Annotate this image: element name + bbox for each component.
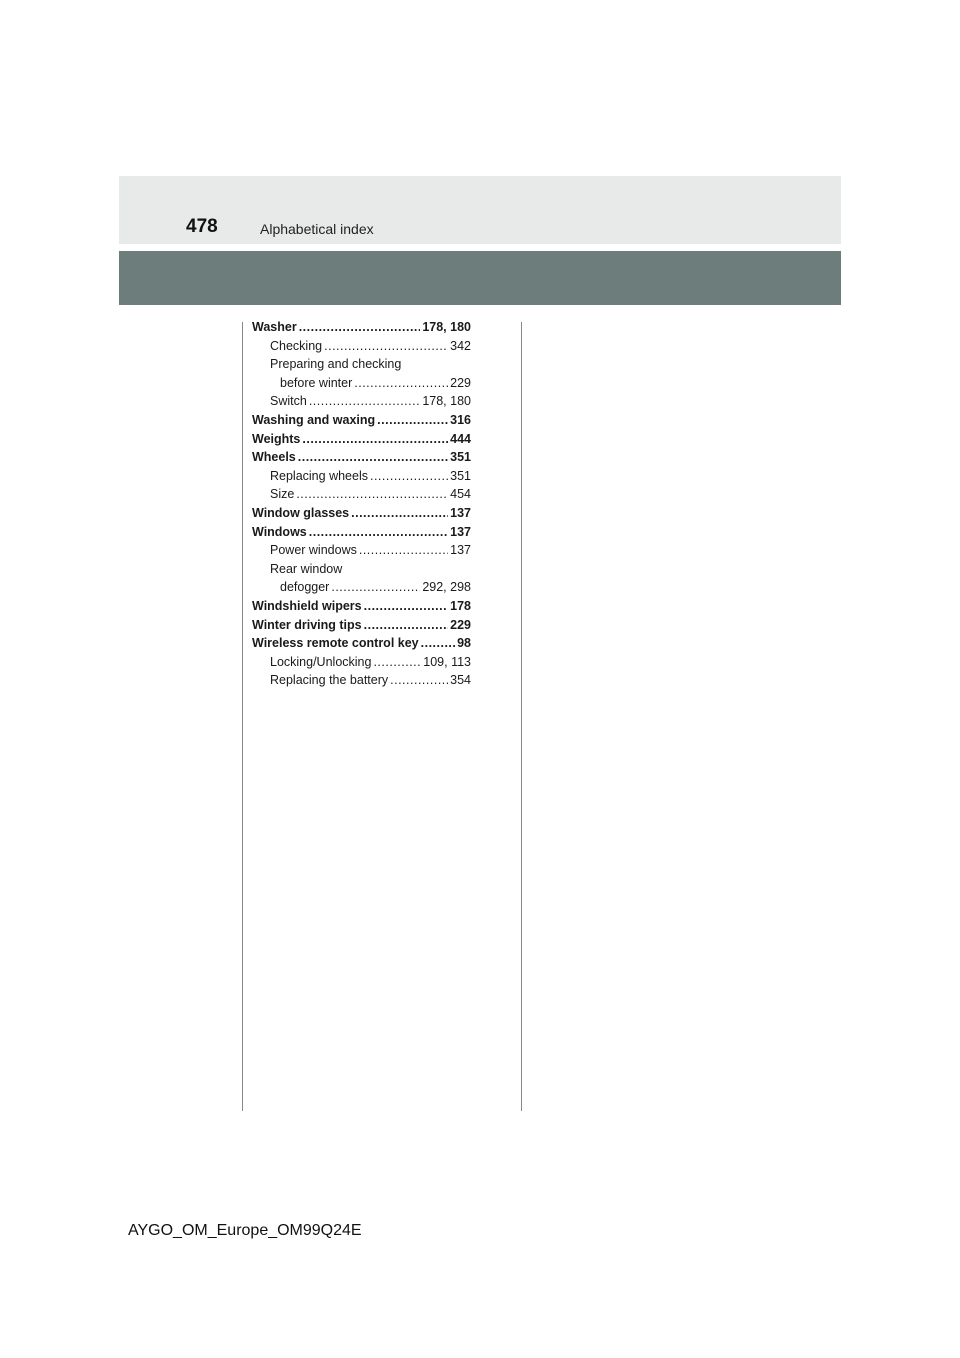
index-entry	[252, 430, 471, 449]
entry-term: Switch	[270, 394, 307, 409]
entry-pages: 98	[457, 636, 471, 651]
index-entry	[252, 448, 471, 467]
index-entry	[252, 411, 471, 430]
entry-term: Washing and waxing	[252, 412, 376, 427]
entry-pages: 444	[450, 431, 471, 446]
dot-leader	[351, 504, 448, 523]
column-divider-left	[242, 322, 243, 1111]
index-entry	[252, 634, 471, 653]
index-subentry	[252, 560, 471, 579]
dot-leader	[364, 616, 449, 635]
entry-term: Power windows	[270, 543, 357, 558]
entry-term: Window glasses	[252, 505, 350, 520]
document-code: AYGO_OM_Europe_OM99Q24E	[128, 1222, 362, 1239]
index-entry	[252, 504, 471, 523]
dot-leader	[331, 578, 420, 597]
entry-pages: 178, 180	[422, 320, 471, 334]
dot-leader	[364, 597, 449, 616]
dot-leader	[370, 467, 448, 486]
dot-leader	[390, 671, 448, 690]
index-subentry	[252, 467, 471, 486]
column-divider-right	[521, 322, 522, 1111]
dot-leader	[296, 485, 448, 504]
entry-term: Washer	[252, 320, 297, 334]
entry-pages: 454	[450, 487, 471, 502]
entry-term: Preparing and checking	[270, 357, 402, 372]
page-number: 478	[186, 216, 218, 237]
entry-term: defogger	[280, 580, 330, 595]
dot-leader	[302, 430, 448, 449]
index-subentry	[252, 355, 471, 374]
entry-term: Windows	[252, 524, 307, 539]
entry-term: Locking/Unlocking	[270, 654, 372, 669]
dot-leader	[309, 392, 421, 411]
entry-pages: 229	[450, 375, 471, 390]
entry-term: Checking	[270, 338, 323, 353]
index-subentry	[252, 653, 471, 672]
entry-term: Replacing the battery	[270, 673, 389, 688]
dot-leader	[377, 411, 448, 430]
dot-leader	[354, 374, 448, 393]
dot-leader	[359, 541, 448, 560]
entry-term: Size	[270, 487, 295, 502]
entry-term: Winter driving tips	[252, 617, 362, 632]
entry-term: Replacing wheels	[270, 468, 368, 483]
index-subentry	[252, 671, 471, 690]
entry-term: Rear window	[270, 561, 343, 576]
dot-leader	[421, 634, 455, 653]
index-subentry	[252, 337, 471, 356]
entry-pages: 342	[450, 338, 471, 353]
index-entry	[252, 597, 471, 616]
entry-term: Windshield wipers	[252, 598, 362, 613]
dot-leader	[373, 653, 421, 672]
entry-term: Weights	[252, 431, 301, 446]
index-entry	[252, 318, 471, 337]
entry-pages: 137	[450, 543, 471, 558]
entry-term: before winter	[280, 375, 353, 390]
dot-leader	[324, 337, 448, 356]
entry-pages: 351	[450, 468, 471, 483]
index-subentry	[252, 541, 471, 560]
entry-pages: 351	[450, 450, 471, 465]
dot-leader	[309, 523, 448, 542]
index-subentry	[252, 374, 471, 393]
entry-pages: 178	[450, 598, 471, 613]
entry-pages: 137	[450, 505, 471, 520]
section-title: Alphabetical index	[260, 221, 374, 237]
header-band	[119, 176, 841, 244]
entry-pages: 316	[450, 412, 471, 427]
entry-pages: 178, 180	[422, 394, 471, 409]
entry-pages: 229	[450, 617, 471, 632]
entry-pages: 292, 298	[422, 580, 471, 595]
entry-term: Wireless remote control key	[252, 636, 419, 651]
index-subentry	[252, 578, 471, 597]
index-subentry	[252, 392, 471, 411]
section-tab-band	[119, 251, 841, 305]
entry-pages: 137	[450, 524, 471, 539]
index-entry	[252, 523, 471, 542]
index-list	[252, 318, 471, 690]
dot-leader	[299, 318, 421, 337]
entry-pages: 109, 113	[423, 654, 471, 669]
entry-pages: 354	[450, 673, 471, 688]
index-entry	[252, 616, 471, 635]
entry-term: Wheels	[252, 450, 296, 465]
index-subentry	[252, 485, 471, 504]
dot-leader	[298, 448, 448, 467]
